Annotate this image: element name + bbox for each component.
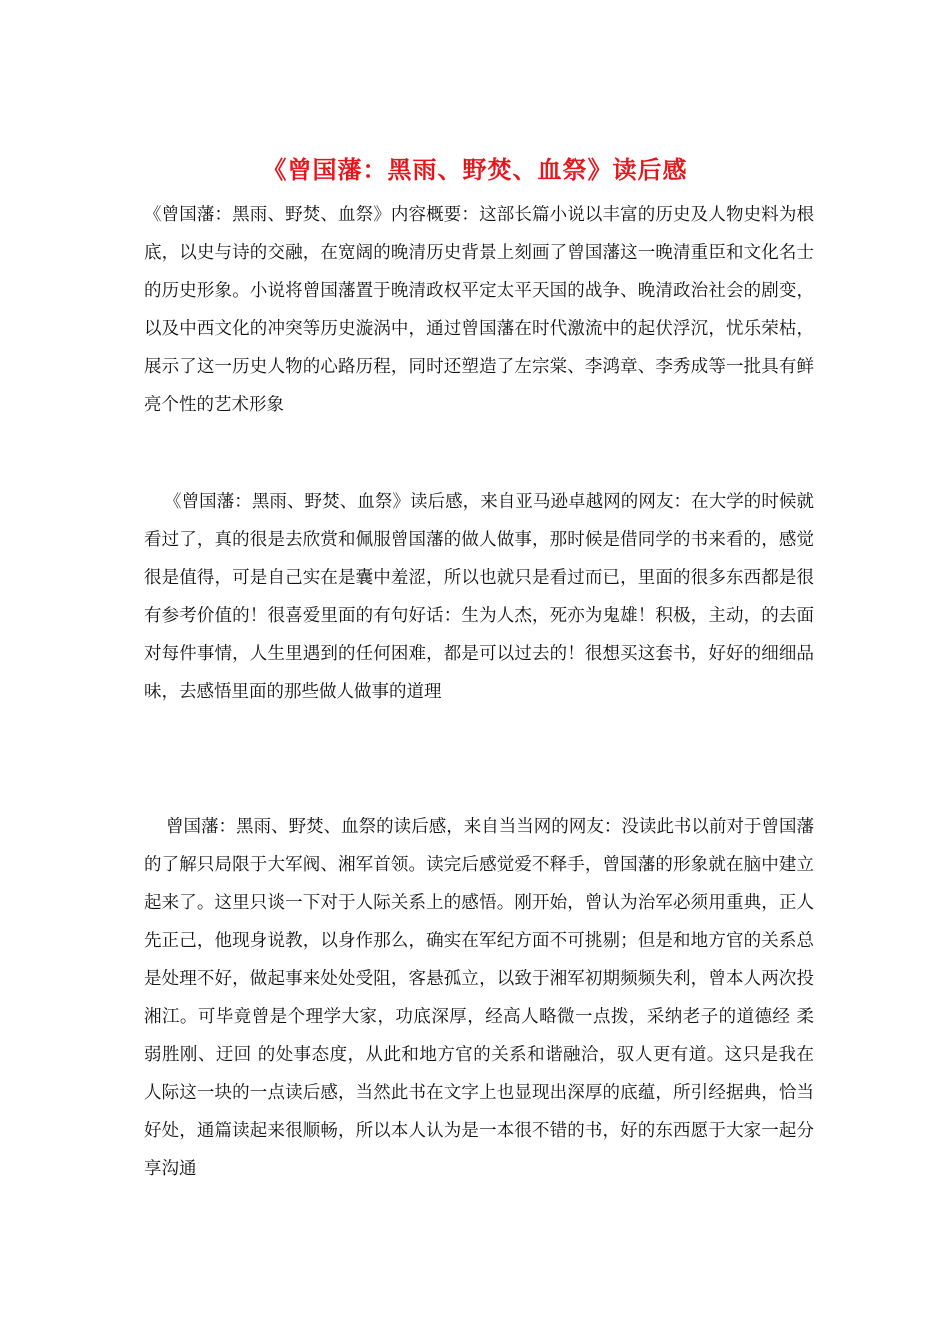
document-title: 《曾国藩：黑雨、野焚、血祭》读后感 [262,155,688,184]
paragraph-review-amazon: 《曾国藩：黑雨、野焚、血祭》读后感，来自亚马逊卓越网的网友：在大学的时候就看过了，真的很是去欣赏和佩服曾国藩的做人做事，那时候是借同学的书来看的，感觉很是值得，可是自己实在是囊中羞涩，所以也就只是看过而已，里面的很多东西都是很有参考价值的！很喜爱里面的有句好话：生为人杰，死亦为鬼雄！积极，主动，的去面对每件事情，人生里遇到的任何困难，都是可以过去的！很想买这套书，好好的细细品味，去感悟里面的那些做人做事的道理 [144,492,814,702]
paragraph-review-dangdang: 曾国藩：黑雨、野焚、血祭的读后感，来自当当网的网友：没读此书以前对于曾国藩的了解只局限于大军阀、湘军首领。读完后感觉爱不释手，曾国藩的形象就在脑中建立起来了。这里只谈一下对于人际关系上的感悟。刚开始，曾认为治军必须用重典，正人先正己，他现身说教，以身作那么，确实在军纪方面不可挑剔；但是和地方官的关系总是处理不好，做起事来处处受阻，客悬孤立，以致于湘军初期频频失利，曾本人两次投湘江。可毕竟曾是个理学大家，功底深厚，经高人略微一点拨，采纳老子的道德经 柔弱胜刚、迂回 的处事态度，从此和地方官的关系和谐融洽，驭人更有道。这只是我在人际这一块的一点读后感，当然此书在文字上也显现出深厚的底蕴，所引经据典，恰当好处，通篇读起来很顺畅，所以本人认为是一本很不错的书，好的东西愿于大家一起分享沟通 [144,817,814,1179]
paragraph-summary: 《曾国藩：黑雨、野焚、血祭》内容概要：这部长篇小说以丰富的历史及人物史料为根底，以史与诗的交融，在宽阔的晚清历史背景上刻画了曾国藩这一晚清重臣和文化名士的历史形象。小说将曾国藩置于晚清政权平定太平天国的战争、晚清政治社会的剧变，以及中西文化的冲突等历史漩涡中，通过曾国藩在时代激流中的起伏浮沉，忧乐荣枯，展示了这一历史人物的心路历程，同时还塑造了左宗棠、李鸿章、李秀成等一批具有鲜亮个性的艺术形象 [144,205,814,415]
